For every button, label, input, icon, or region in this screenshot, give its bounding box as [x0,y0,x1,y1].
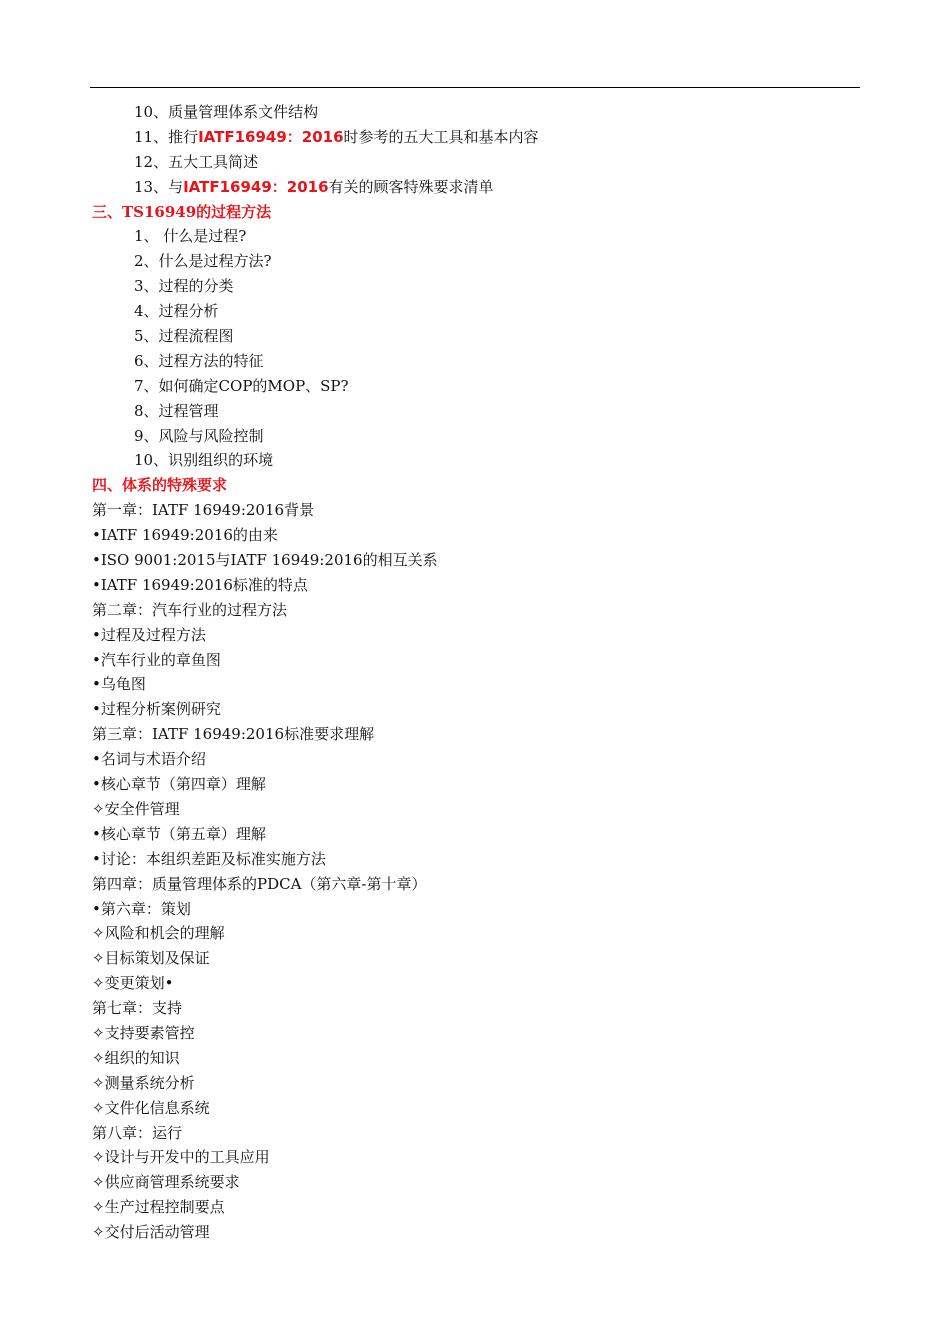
list-item: •ISO 9001:2015与IATF 16949:2016的相互关系 [92,551,438,570]
sub-list-item: ✧安全件管理 [92,799,180,818]
list-item: •过程分析案例研究 [92,700,221,719]
list-item: •IATF 16949:2016标准的特点 [92,575,308,594]
list-item: 6、过程方法的特征 [134,351,264,370]
sub-list-item: ✧支持要素管控 [92,1023,195,1042]
header-rule [90,87,860,88]
standard-highlight: IATF16949：2016 [198,127,344,146]
list-item: 4、过程分析 [134,302,219,321]
list-item: 8、过程管理 [134,401,219,420]
chapter-title: 第一章：IATF 16949:2016背景 [92,501,315,520]
list-item: 10、识别组织的环境 [134,451,274,470]
sub-list-item: ✧交付后活动管理 [92,1223,210,1242]
list-item: 11、推行IATF16949：2016时参考的五大工具和基本内容 [134,127,539,146]
list-item: •过程及过程方法 [92,625,206,644]
standard-highlight: IATF16949：2016 [183,177,329,196]
chapter-title: 第八章：运行 [92,1123,183,1142]
list-item: 12、五大工具简述 [134,152,259,171]
document-body [92,100,862,1245]
chapter-title: 第七章：支持 [92,999,183,1018]
list-item: •核心章节（第五章）理解 [92,824,266,843]
list-item: 1、 什么是过程? [134,227,247,246]
list-item: •讨论：本组织差距及标准实施方法 [92,849,326,868]
section-heading: 四、体系的特殊要求 [92,476,228,495]
list-item: 10、质量管理体系文件结构 [134,103,319,121]
list-item: 7、如何确定COP的MOP、SP? [134,376,349,395]
list-item: 9、风险与风险控制 [134,426,264,445]
list-item: •汽车行业的章鱼图 [92,650,221,669]
sub-list-item: ✧供应商管理系统要求 [92,1173,240,1192]
chapter-title: 第四章：质量管理体系的PDCA（第六章-第十章） [92,874,427,893]
sub-list-item: ✧变更策划• [92,974,174,993]
chapter-title: 第二章：汽车行业的过程方法 [92,600,288,619]
sub-list-item: ✧组织的知识 [92,1048,180,1067]
list-item: 5、过程流程图 [134,327,234,346]
section-heading: 三、TS16949的过程方法 [92,202,272,221]
sub-list-item: ✧文件化信息系统 [92,1098,210,1117]
list-item: 2、什么是过程方法? [134,252,272,271]
chapter-title: 第三章：IATF 16949:2016标准要求理解 [92,725,375,744]
list-item: •IATF 16949:2016的由来 [92,526,278,545]
list-item: 13、与IATF16949：2016有关的顾客特殊要求清单 [134,177,494,196]
sub-list-item: ✧生产过程控制要点 [92,1198,225,1217]
list-item: •乌龟图 [92,675,146,694]
sub-list-item: ✧设计与开发中的工具应用 [92,1148,270,1167]
list-item: •核心章节（第四章）理解 [92,775,266,794]
list-item: •第六章：策划 [92,899,191,918]
sub-list-item: ✧风险和机会的理解 [92,924,225,943]
list-item: 3、过程的分类 [134,277,234,296]
sub-list-item: ✧测量系统分析 [92,1073,195,1092]
list-item: •名词与术语介绍 [92,750,206,769]
sub-list-item: ✧目标策划及保证 [92,949,210,968]
